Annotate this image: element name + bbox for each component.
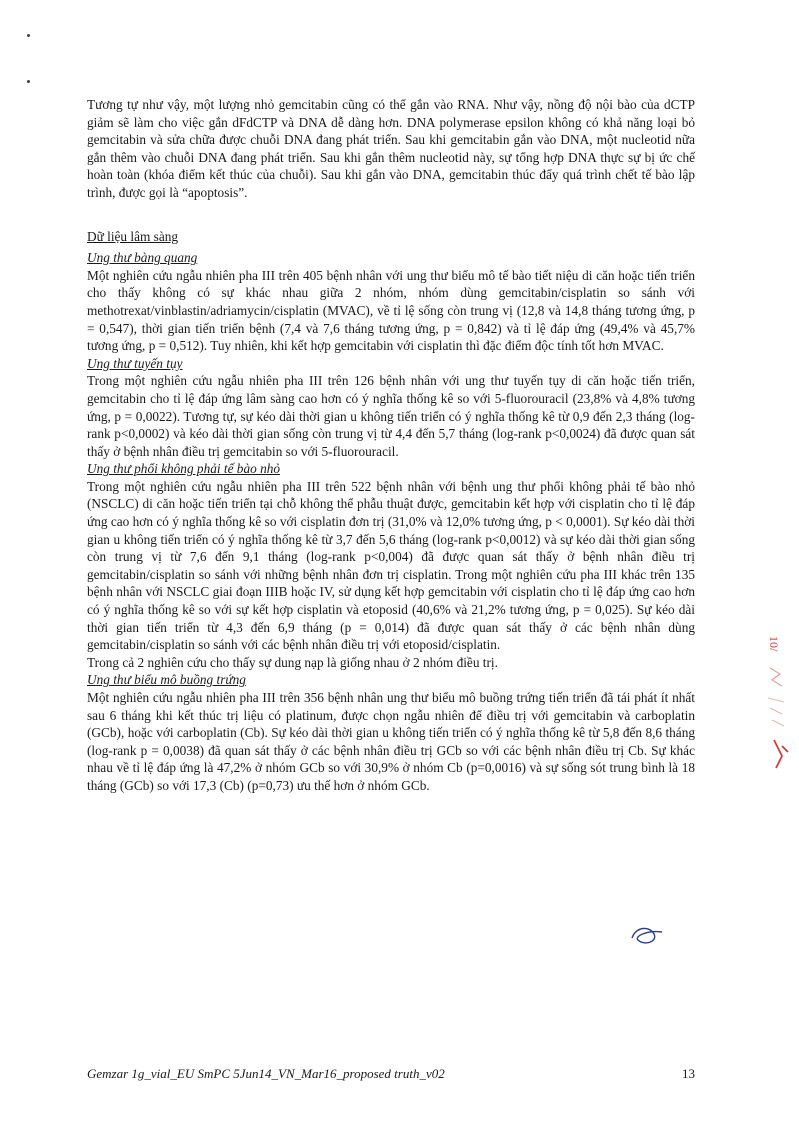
scan-dot	[27, 34, 30, 37]
document-body	[87, 96, 695, 795]
section-title: Ung thư biểu mô buồng trứng	[87, 672, 246, 688]
section-title: Ung thư phổi không phải tế bào nhỏ	[87, 461, 281, 477]
page-number: 13	[682, 1066, 695, 1081]
handwritten-mark-icon	[628, 924, 666, 948]
section-nsclc	[87, 460, 695, 671]
stamp-text: 10/	[767, 636, 781, 652]
section-title: Ung thư bàng quang	[87, 250, 198, 266]
section-paragraph: Trong một nghiên cứu ngẫu nhiên pha III trên 522 bệnh nhân với bệnh ung thư phổi không phải tế bào nhỏ (NSCLC) di căn hoặc tiến triển tại chỗ không thể phẫu thuật được, gemcitabin kết hợp với cisplatin cho tỉ lệ đáp ứng cao hơn có ý nghĩa thống kê so với cisplatin đơn trị (31,0% và 12,0% tương ứng, p < 0,0001). Sự kéo dài thời gian u không tiến triển có ý nghĩa thống kê từ 3,7 đến 5,6 tháng (log-rank p<0,0012) và sự kéo dài thời gian sống còn trung vị từ 7,6 đến 9,1 tháng (log-rank p<0,004) đã được quan sát thấy ở bệnh nhân điều trị gemcitabin/cisplatin so sánh với những bệnh nhân đơn trị cisplatin. Trong một nghiên cứu pha III khác trên 135 bệnh nhân với NSCLC giai đoạn IIIB hoặc IV, sử dụng kết hợp gemcitabin với cisplatin cho tỉ lệ đáp ứng cao hơn có ý nghĩa thống kê so với sự kết hợp cisplatin và etoposid (40,6% và 21,2% tương ứng, p = 0,025). Sự kéo dài thời gian tiến triển từ 4,3 đến 6,9 tháng (p = 0,014) đã được quan sát thấy ở các bệnh nhân dùng gemcitabin/cisplatin so sánh với các bệnh nhân điều trị với etoposid/cisplatin.	[87, 478, 695, 653]
section-bladder-cancer	[87, 249, 695, 355]
intro-paragraph: Tương tự như vậy, một lượng nhỏ gemcitabin cũng có thể gắn vào RNA. Như vậy, nồng độ nội bào của dCTP giảm sẽ làm cho việc gắn dFdCTP và DNA dễ dàng hơn. DNA polymerase epsilon không có khả năng loại bỏ gemcitabin và sửa chữa được chuỗi DNA đang phát triển. Sau khi gemcitabin gắn vào DNA, một nucleotid nữa gắn thêm vào chuỗi DNA đang phát triển. Sau khi gắn thêm nucleotid này, sự tổng hợp DNA thực sự bị ức chế hoàn toàn (khóa điểm kết thúc của chuỗi). Sau khi gắn vào DNA, gemcitabin thúc đẩy quá trình chết tế bào lập trình, được gọi là “apoptosis”.	[87, 97, 695, 200]
page-footer	[87, 1066, 695, 1082]
section-paragraph: Trong cả 2 nghiên cứu cho thấy sự dung nạp là giống nhau ở 2 nhóm điều trị.	[87, 654, 498, 670]
margin-stamp	[762, 628, 792, 778]
footer-document-name: Gemzar 1g_vial_EU SmPC 5Jun14_VN_Mar16_proposed truth_v02	[87, 1066, 445, 1081]
section-ovarian-cancer	[87, 671, 695, 794]
section-pancreatic-cancer	[87, 355, 695, 461]
section-paragraph: Một nghiên cứu ngẫu nhiên pha III trên 405 bệnh nhân với ung thư biểu mô tế bào tiết niệu di căn hoặc tiến triển cho thấy không có sự khác nhau giữa 2 nhóm, nhóm dùng gemcitabin/cisplatin so sánh với methotrexat/vinblastin/adriamycin/cisplatin (MVAC), về tỉ lệ sống còn trung vị (12,8 và 14,8 tháng tương ứng, p = 0,547), thời gian tiến triển bệnh (7,4 và 7,6 tháng tương ứng, p = 0,842) và tỉ lệ đáp ứng (49,4% và 45,7% tương ứng, p = 0,512). Tuy nhiên, khi kết hợp gemcitabin với cisplatin thì đặc điểm độc tính tốt hơn MVAC.	[87, 267, 695, 354]
section-paragraph: Một nghiên cứu ngẫu nhiên pha III trên 356 bệnh nhân ung thư biểu mô buồng trứng tiến triển đã tái phát ít nhất sau 6 tháng khi kết thúc trị liệu có platinum, được chọn ngẫu nhiên để điều trị với gemcitabin và carboplatin (GCb), hoặc với carboplatin (Cb). Sự kéo dài thời gian u không tiến triển có ý nghĩa thống kê từ 5,8 đến 8,6 tháng (log-rank p = 0,0038) đã quan sát thấy ở các bệnh nhân điều trị GCb so với các bệnh nhân điều trị Cb. Sự khác nhau về tỉ lệ đáp ứng là 47,2% ở nhóm GCb so với 30,9% ở nhóm Cb (p=0,0016) và sự sống sót trung bình là 18 tháng (GCb) so với 17,3 (Cb) (p=0,73) ưu thế hơn ở nhóm GCb.	[87, 690, 695, 793]
scan-dot	[27, 80, 30, 83]
section-paragraph: Trong một nghiên cứu ngẫu nhiên pha III trên 126 bệnh nhân với ung thư tuyến tụy di căn hoặc tiến triển, gemcitabin cho tỉ lệ đáp ứng lâm sàng cao hơn có ý nghĩa thống kê so với 5-fluorouracil (23,8% và 4,8% tương ứng, p = 0,0022). Tương tự, sự kéo dài thời gian u không tiến triển có ý nghĩa thống kê từ 0,9 đến 2,3 tháng (log-rank p<0,0002) và kéo dài thời gian sống còn trung vị từ 4,4 đến 5,7 tháng (log-rank p<0,0024) đã được quan sát thấy ở bệnh nhân điều trị gemcitabin so với 5-fluorouracil.	[87, 373, 695, 459]
clinical-data-heading: Dữ liệu lâm sàng	[87, 228, 179, 244]
section-title: Ung thư tuyến tụy	[87, 355, 183, 371]
